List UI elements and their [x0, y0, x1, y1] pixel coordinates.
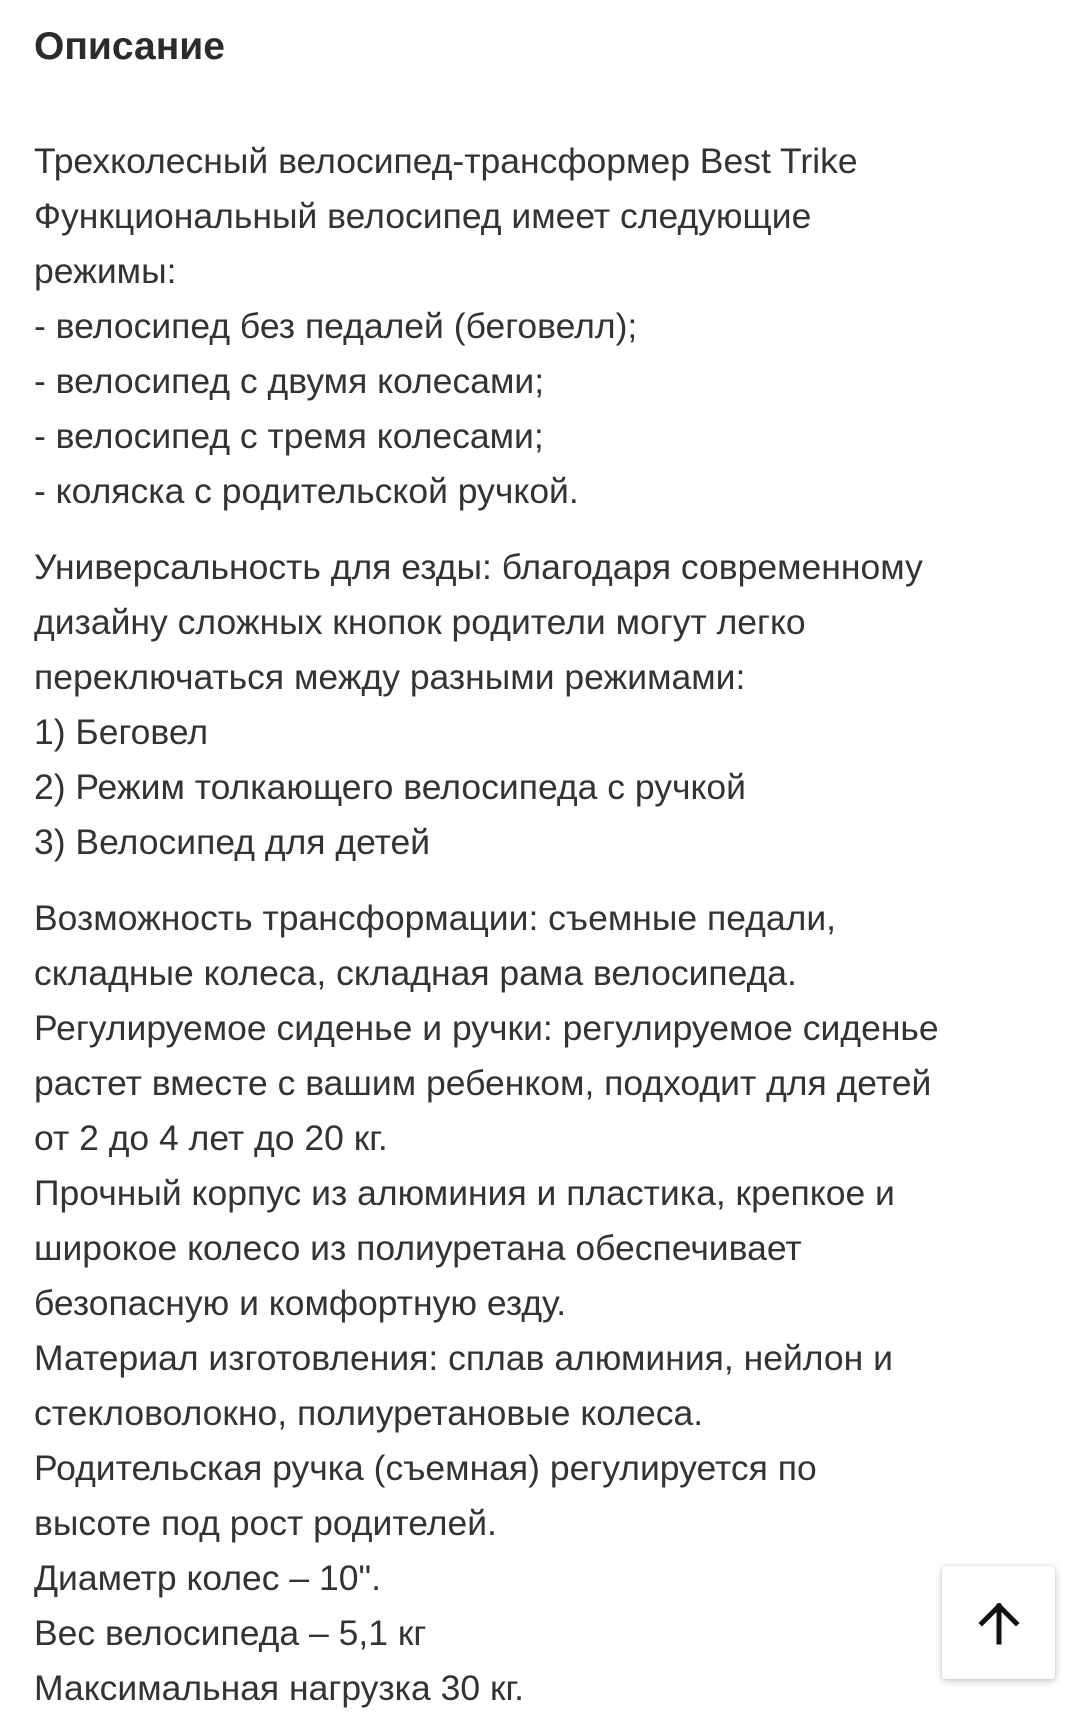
description-section — [34, 0, 1054, 1716]
section-title: Описание — [34, 25, 225, 68]
paragraph-features: Возможность трансформации: съемные педали, складные колеса, складная рама велосипеда. Регулируемое сиденье и ручки: регулируемое сиденье растет вместе с вашим ребенком, подходит для детей от 2 до 4 лет до 20 кг. Прочный корпус из алюминия и пластика, крепкое и широкое колесо из полиуретана обеспечивает безопасную и комфортную езду. Материал изготовления: сплав алюминия, нейлон и стекловолокно, полиуретановые колеса. Родительская ручка (съемная) регулируется по высоте под рост родителей. Диаметр колес – 10". Вес велосипеда – 5,1 кг Максимальная нагрузка 30 кг. — [34, 898, 939, 1708]
scroll-to-top-button[interactable] — [942, 1566, 1055, 1679]
arrow-up-icon — [976, 1600, 1022, 1646]
paragraph-modes: Трехколесный велосипед-трансформер Best Trike Функциональный велосипед имеет следующие режимы: - велосипед без педалей (беговелл); - велосипед с двумя колесами; - велосипед с тремя колесами; - коляска с родительской ручкой. — [34, 141, 858, 511]
description-content — [34, 134, 1054, 1716]
paragraph-versatility: Универсальность для езды: благодаря современному дизайну сложных кнопок родители могут легко переключаться между разными режимами: 1) Беговел 2) Режим толкающего велосипеда с ручкой 3) Велосипед для детей — [34, 547, 923, 862]
